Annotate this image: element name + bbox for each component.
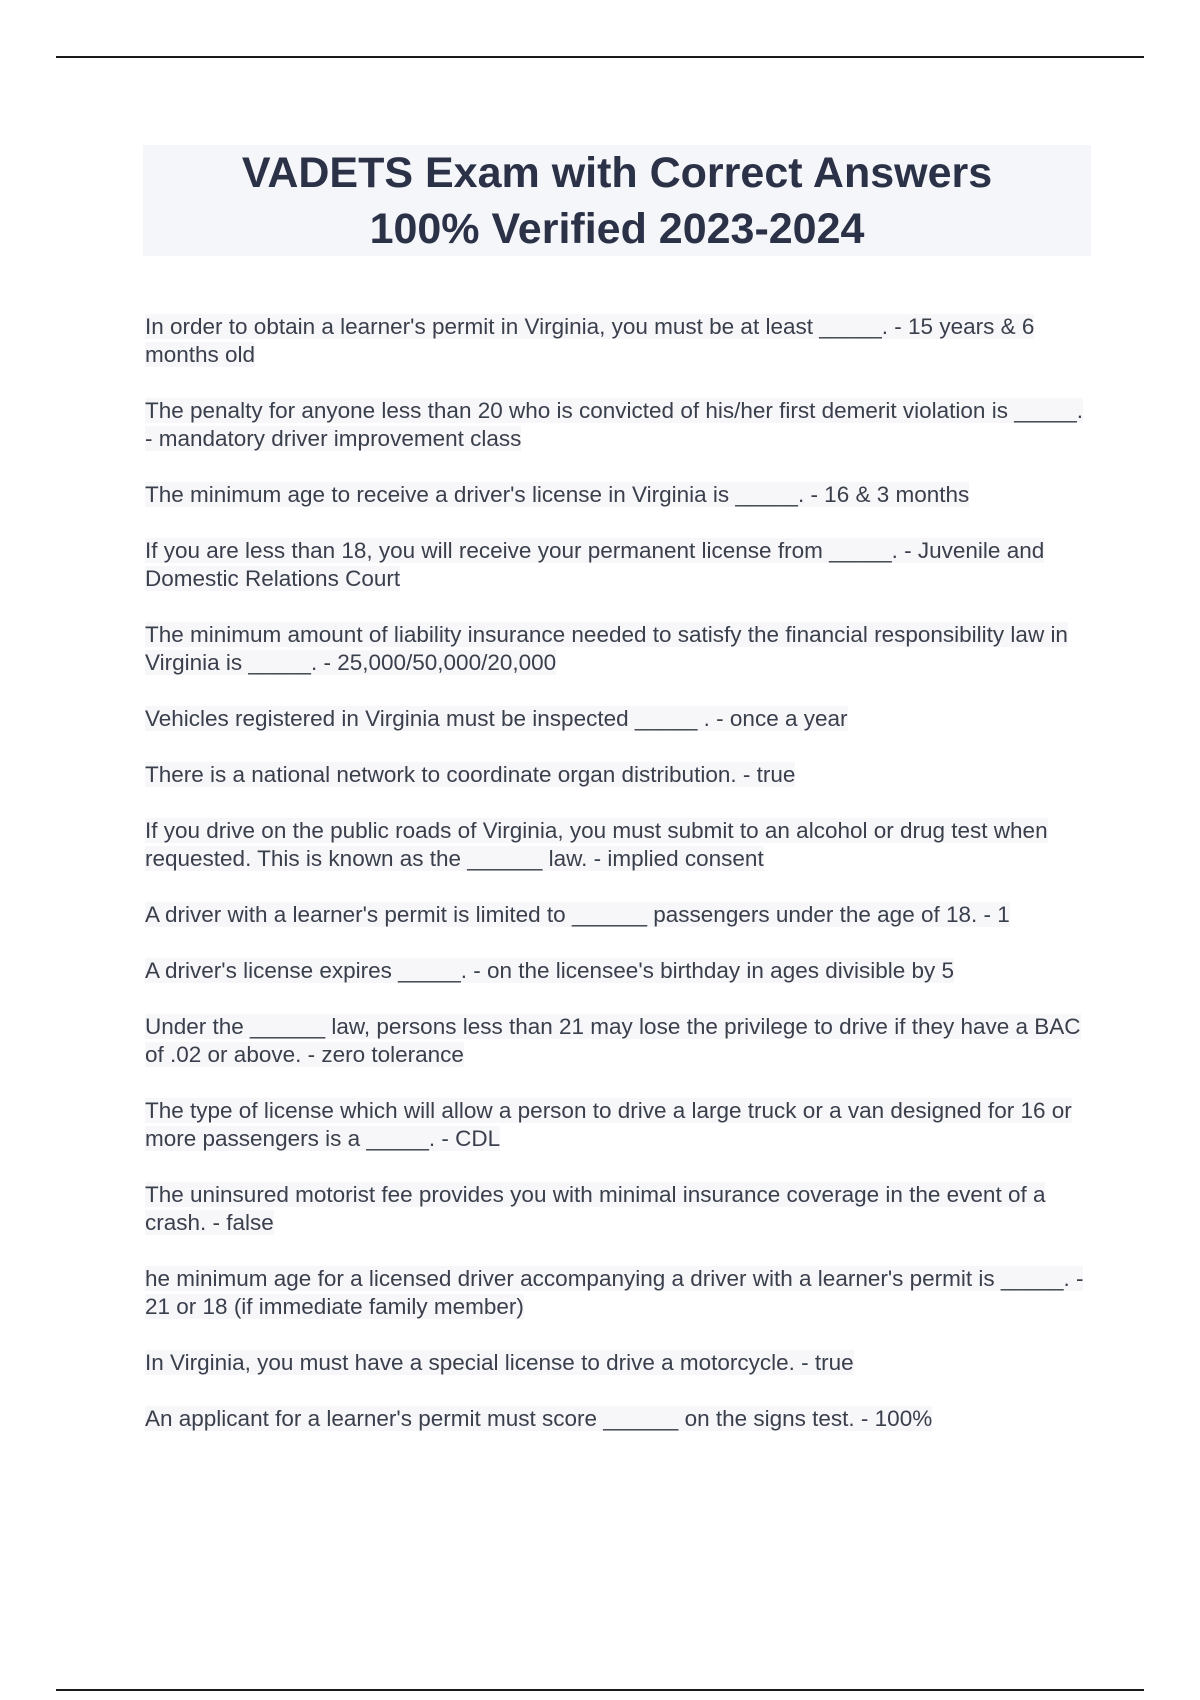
qa-item [145,397,1095,453]
qa-item [145,313,1095,369]
qa-text: A driver with a learner's permit is limited to ______ passengers under the age of 18. - 1 [145,902,1010,927]
qa-item [145,901,1095,929]
title-banner [143,145,1091,256]
qa-text: An applicant for a learner's permit must score ______ on the signs test. - 100% [145,1406,933,1431]
qa-item [145,1013,1095,1069]
qa-item [145,1265,1095,1321]
document-title [242,145,992,257]
qa-text: If you are less than 18, you will receive your permanent license from _____. - Juvenile and Domestic Relations Court [145,538,1045,591]
qa-text: In Virginia, you must have a special license to drive a motorcycle. - true [145,1350,854,1375]
qa-item [145,761,1095,789]
qa-text: If you drive on the public roads of Virginia, you must submit to an alcohol or drug test when requested. This is known as the ______ law. - implied consent [145,818,1048,871]
qa-text: The penalty for anyone less than 20 who is convicted of his/her first demerit violation is _____. - mandatory driver improvement class [145,398,1084,451]
footer-rule [56,1689,1144,1691]
qa-text: he minimum age for a licensed driver accompanying a driver with a learner's permit is _____. - 21 or 18 (if immediate family member) [145,1266,1084,1319]
qa-item [145,705,1095,733]
qa-text: Vehicles registered in Virginia must be inspected _____ . - once a year [145,706,848,731]
question-answer-list [145,313,1095,1461]
qa-item [145,537,1095,593]
qa-item [145,1097,1095,1153]
qa-text: The type of license which will allow a person to drive a large truck or a van designed for 16 or more passengers is a _____. - CDL [145,1098,1072,1151]
qa-item [145,817,1095,873]
qa-text: In order to obtain a learner's permit in Virginia, you must be at least _____. - 15 years & 6 months old [145,314,1035,367]
title-line-1: VADETS Exam with Correct Answers [241,148,993,197]
qa-item [145,621,1095,677]
qa-item [145,481,1095,509]
qa-item [145,1349,1095,1377]
qa-text: There is a national network to coordinate organ distribution. - true [145,762,796,787]
qa-text: Under the ______ law, persons less than 21 may lose the privilege to drive if they have a BAC of .02 or above. - zero tolerance [145,1014,1081,1067]
header-rule [56,56,1144,58]
qa-text: The minimum age to receive a driver's license in Virginia is _____. - 16 & 3 months [145,482,970,507]
qa-text: The uninsured motorist fee provides you with minimal insurance coverage in the event of a crash. - false [145,1182,1046,1235]
qa-text: The minimum amount of liability insurance needed to satisfy the financial responsibility law in Virginia is _____. - 25,000/50,000/20,000 [145,622,1068,675]
qa-item [145,1181,1095,1237]
qa-text: A driver's license expires _____. - on the licensee's birthday in ages divisible by 5 [145,958,955,983]
qa-item [145,957,1095,985]
title-line-2: 100% Verified 2023-2024 [369,204,865,253]
qa-item [145,1405,1095,1433]
